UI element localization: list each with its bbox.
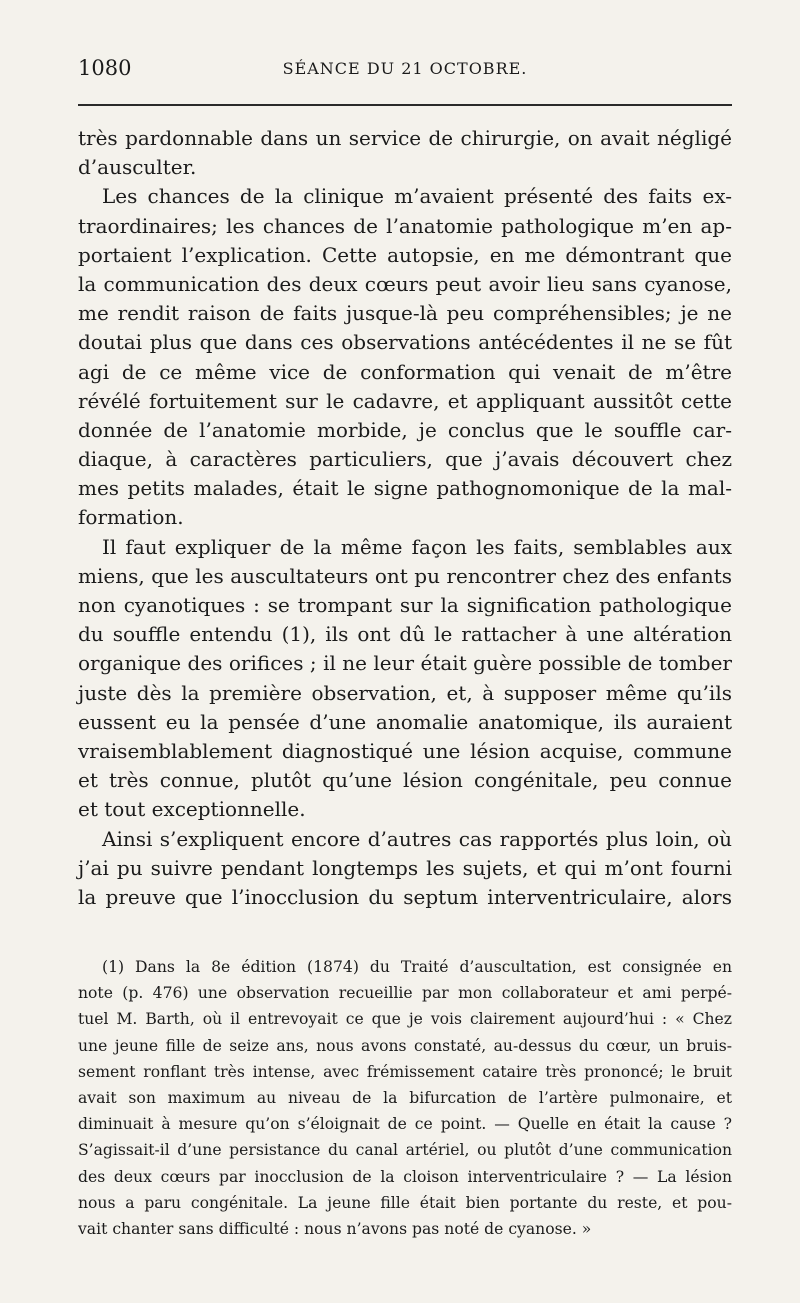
footnote-line: des deux cœurs par inocclusion de la cloison interventriculaire ? — La lésion (78, 1167, 732, 1186)
text-line: d’ausculter. (78, 155, 197, 180)
footnote (78, 954, 732, 1242)
footnote-line: tuel M. Barth, où il entrevoyait ce que je vois clairement aujourd’hui : « Chez (78, 1010, 732, 1029)
text-line: très pardonnable dans un service de chirurgie, on avait négligé (78, 126, 732, 150)
text-line: juste dès la première observation, et, à supposer même qu’ils (78, 680, 732, 705)
text-line: Les chances de la clinique m’avaient présenté des faits ex- (102, 184, 732, 209)
text-line: diaque, à caractères particuliers, que j’avais découvert chez (78, 447, 732, 472)
text-line: doutai plus que dans ces observations antécédentes il ne se fût (78, 330, 732, 355)
header-rule (78, 104, 732, 106)
main-text (78, 124, 732, 912)
page-header (78, 56, 732, 90)
footnote-line: (1) Dans la 8e édition (1874) du Traité d’auscultation, est consignée en (102, 958, 732, 976)
text-line: traordinaires; les chances de l’anatomie pathologique m’en ap- (78, 213, 732, 238)
footnote-line: sement ronflant très intense, avec frémissement cataire très prononcé; le bruit (78, 1062, 732, 1081)
text-line: non cyanotiques : se trompant sur la signification pathologique (78, 593, 732, 617)
text-line: me rendit raison de faits jusque-là peu compréhensibles; je ne (78, 301, 732, 326)
text-line: du souffle entendu (1), ils ont dû le rattacher à une altération (78, 622, 732, 647)
book-page (78, 0, 732, 1303)
footnote-line: vait chanter sans difficulté : nous n’avons pas noté de cyanose. » (78, 1219, 592, 1238)
text-line: la preuve que l’inocclusion du septum interventriculaire, alors (78, 884, 732, 909)
text-line: j’ai pu suivre pendant longtemps les sujets, et qui m’ont fourni (78, 855, 732, 880)
footnote-line: S’agissait-il d’une persistance du canal artériel, ou plutôt d’une communication (78, 1141, 732, 1160)
text-line: vraisemblablement diagnostiqué une lésion acquise, commune (78, 738, 732, 763)
text-line: et tout exceptionnelle. (78, 797, 306, 822)
page-number: 1080 (78, 56, 132, 80)
footnote-line: nous a paru congénitale. La jeune fille était bien portante du reste, et pou- (78, 1193, 732, 1212)
text-line: Ainsi s’expliquent encore d’autres cas rapportés plus loin, où (102, 826, 732, 851)
running-title: SÉANCE DU 21 OCTOBRE. (282, 59, 528, 78)
text-line: miens, que les auscultateurs ont pu rencontrer chez des enfants (78, 563, 732, 588)
text-line: eussent eu la pensée d’une anomalie anatomique, ils auraient (78, 709, 732, 734)
text-line: mes petits malades, était le signe pathognomonique de la mal- (78, 476, 732, 501)
text-line: agi de ce même vice de conformation qui venait de m’être (78, 359, 732, 384)
text-line: formation. (78, 505, 184, 530)
text-line: révélé fortuitement sur le cadavre, et appliquant aussitôt cette (78, 388, 732, 413)
footnote-line: diminuait à mesure qu’on s’éloignait de ce point. — Quelle en était la cause ? (78, 1115, 732, 1134)
text-line: la communication des deux cœurs peut avoir lieu sans cyanose, (78, 271, 732, 296)
text-line: portaient l’explication. Cette autopsie, en me démontrant que (78, 242, 732, 267)
footnote-line: une jeune fille de seize ans, nous avons constaté, au-dessus du cœur, un bruis- (78, 1036, 732, 1055)
footnote-line: note (p. 476) une observation recueillie par mon collaborateur et ami perpé- (78, 984, 732, 1003)
footnote-line: avait son maximum au niveau de la bifurcation de l’artère pulmonaire, et (78, 1088, 732, 1107)
text-line: donnée de l’anatomie morbide, je conclus que le souffle car- (78, 417, 732, 442)
text-line: organique des orifices ; il ne leur était guère possible de tomber (78, 651, 732, 676)
text-line: et très connue, plutôt qu’une lésion congénitale, peu connue (78, 768, 732, 793)
text-line: Il faut expliquer de la même façon les faits, semblables aux (102, 534, 732, 559)
